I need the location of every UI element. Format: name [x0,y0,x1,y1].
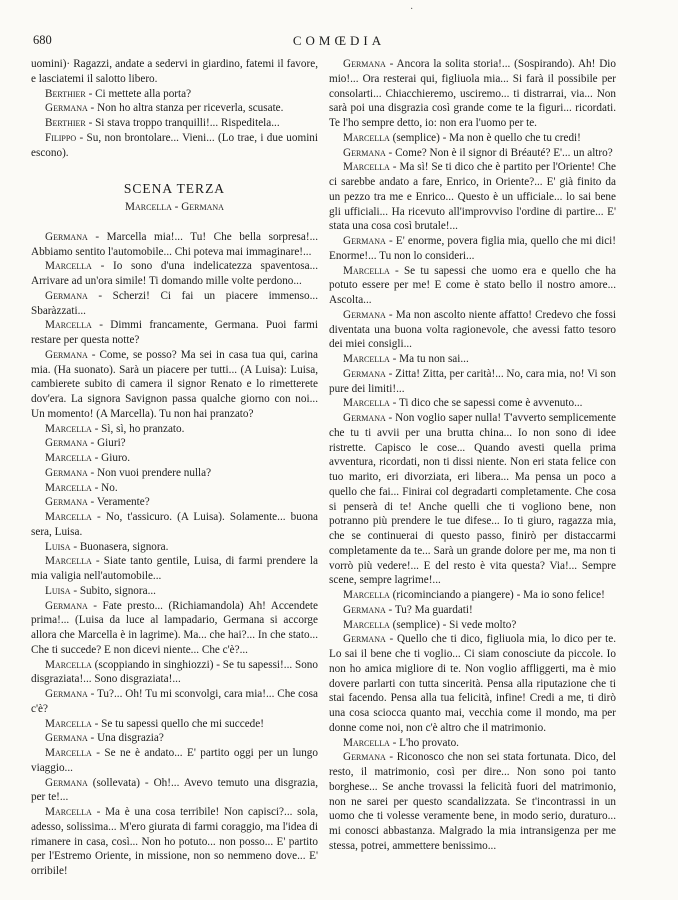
dialogue-line [31,481,318,496]
speaker-name: Germana [45,437,88,450]
dialogue-text: - Sì, sì, ho pranzato. [91,422,185,435]
dialogue-text: - Non ho altra stanza per riceverla, scusate. [87,102,284,115]
speaker-name: Marcella [343,353,390,365]
speaker-name: Marcella [45,658,92,671]
speaker-name: Berthier [45,87,86,100]
dialogue-text: - Se tu sapessi che uomo era e quello che ha potuto essere per me! E come è stato bello il nostro amore... Ascolta... [329,264,616,306]
dialogue-text: - Tu?... Oh! Tu mi sconvolgi, cara mia!... Che cosa c'è? [31,688,318,715]
left-top-paragraphs [31,57,318,160]
dialogue-line [31,57,318,87]
dialogue-line [31,436,318,451]
dialogue-line [31,131,318,161]
speaker-name: Marcella [45,481,92,494]
dialogue-line [329,411,616,588]
speaker-name: Marcella [45,452,92,464]
dialogue-line [31,776,318,806]
speaker-name: Filippo [45,131,77,144]
dialogue-line [329,234,616,264]
dialogue-text: - Non voglio saper nulla! T'avverto semplicemente che tu ti avvii per una brutta china... Io non sono di idee ristrette. Capisco le cose... Quando avesti quella prima avventura, ricordati, non ti dissi niente. Non eri stata felice con tuo marito, eri divorziata, eri libera... Ma pensa un poco a quello che fai... Finirai col degradarti completamente. Che cosa si penserà di te! Anche quelli che ti vogliono bene, non potranno più prendere le tue difese... Io ti giuro, ragazza mia, che se continuerai di questo passo, finirò per distaccarmi completamente da te... Sarà un grande dolore per me, ma non ti vorrò più vedere!... E del resto è vita questa? Via!... Sempre scene, sempre lagrime!... [329,412,616,587]
dialogue-text: uomini)· Ragazzi, andate a sedervi in giardino, fatemi il favore, e lasciatemi il salotto libero. [31,58,318,85]
scene-title: SCENA TERZA [123,181,226,197]
dialogue-line [329,750,616,853]
dialogue-text: - Se tu sapessi quello che mi succede! [91,717,264,730]
dialogue-line [31,658,318,688]
dialogue-line [329,603,616,618]
dialogue-line [31,289,318,319]
speaker-name: Germana [45,102,88,115]
dialogue-line [329,146,616,161]
dialogue-line [31,451,318,466]
speaker-name: Berthier [45,117,86,129]
speaker-name: Germana [45,466,88,479]
dialogue-line [31,584,318,599]
dialogue-text: (sollevata) - Oh!... Avevo temuto una disgrazia, per te!... [31,776,318,804]
dialogue-line [329,367,616,397]
dialogue-line [329,264,616,308]
dialogue-line [31,687,318,717]
dialogue-text: - Giuri? [87,437,126,450]
dialogue-text: - Io sono d'una indelicatezza spaventosa... Arrivare ad un'ora simile! Ti domando mille volte perdono... [31,260,318,287]
dialogue-line [31,230,318,260]
dialogue-line [329,396,616,411]
speaker-name: Luisa [45,540,71,553]
left-bottom-paragraphs [31,230,318,879]
dialogue-line [31,746,318,776]
dialogue-line [31,348,318,422]
speaker-name: Germana [343,146,386,159]
speaker-name: Germana [343,58,386,70]
speaker-name: Germana [45,688,88,700]
speaker-name: Luisa [45,584,71,597]
dialogue-line [329,588,616,603]
dialogue-line [329,308,616,352]
dialogue-text: - E' enorme, povera figlia mia, quello che mi dici! Enorme!... Tu non lo consideri... [329,235,616,262]
dialogue-text: - Scherzi! Ci fai un piacere immenso... Sbaràzzati... [31,289,318,317]
stray-mark: · [410,4,414,15]
speaker-name: Germana [45,599,88,612]
dialogue-line [31,717,318,732]
speaker-name: Germana [343,308,386,321]
speaker-name: Germana [343,367,386,380]
speaker-name: Germana [343,235,386,247]
speaker-name: Germana [45,776,88,789]
dialogue-line [329,160,616,234]
dialogue-line [31,599,318,658]
dialogue-text: - Ancora la solita storia!... (Sospirando). Ah! Dio mio!... Ora resterai qui, figliuola mia... Si farà il possibile per consolarti... Chiacchieremo, usciremo... ti distrarrai, via... Non sarà poi una disgrazia così grande come te la figuri... ricordati. Te l'ho sempre detto, io: non era l'uomo per te. [329,58,616,129]
right-column [329,57,616,854]
dialogue-text: - Non vuoi prendere nulla? [87,466,212,479]
dialogue-text: - Buonasera, signora. [70,540,169,553]
dialogue-text: - Ma tu non sai... [389,353,469,365]
speaker-name: Marcella [343,264,390,277]
speaker-name: Germana [45,496,88,509]
speaker-name: Marcella [45,555,92,568]
dialogue-text: - Ma è una cosa terribile! Non capisci?... sola, adesso, solissima... M'ero giurata di farmi coraggio, ma l'idea di rimanere in casa, così... Non ho potuto... non posso... E' partito per l'Estremo Oriente, in missione, non so nemmeno dove... E' orribile! [31,806,318,877]
dialogue-line [31,259,318,289]
dialogue-text: - Se ne è andato... E' partito oggi per un lungo viaggio... [31,747,318,774]
dialogue-text: - Giuro. [91,452,131,464]
dialogue-text: - No. [91,481,118,494]
dialogue-text: - Subito, signora... [70,584,156,597]
speaker-name: Marcella [343,736,390,749]
speaker-name: Marcella [343,397,390,410]
dialogue-line [31,731,318,746]
dialogue-line [31,101,318,116]
dialogue-text: - Come, se posso? Ma sei in casa tua qui, carina mia. (Ha suonato). Sarà un piacere per tutti... (A Luisa): Luisa, cambierete subito di camera il signor Renato e lo rimetterete dov'era. La signora Savignon passa qualche giorno con noi... Un momento! (A Marcella). Tu non hai pranzato? [31,348,318,420]
speaker-name: Germana [45,348,88,361]
dialogue-text: - Dimmi francamente, Germana. Puoi farmi restare per questa notte? [31,319,318,346]
dialogue-text: - No, t'assicuro. (A Luisa). Solamente... buona sera, Luisa. [31,511,318,538]
speaker-name: Germana [45,230,88,243]
speaker-name: Germana [343,412,386,424]
dialogue-text: - Quello che ti dico, figliuola mia, lo dico per te. Lo sai il bene che ti voglio... Ci siam conosciute da piccole. Io non ho amica migliore di te. Non voglio affliggerti, ma è mio dovere parlarti con tutta sincerità. Pensa alla riputazione che ti stai facendo. Pensa alla tua felicità, infine! Credi a me, ti dirò una cosa sciocca quanto mai, vecchia come il mondo, ma per donne come noi, non c'è altro che il matrimonio. [329,633,616,734]
dialogue-line [31,540,318,555]
dialogue-text: - Come? Non è il signor di Bréauté? E'... un altro? [385,146,613,159]
speaker-name: Marcella [343,589,390,601]
speaker-name: Marcella [45,319,92,332]
left-column [31,57,318,879]
dialogue-text: - Zitta! Zitta, per carità!... No, cara mia, no! Vi son pure dei limiti!... [329,367,616,395]
speaker-name: Marcella [45,260,92,273]
speaker-name: Marcella [343,618,390,631]
speaker-name: Marcella [343,161,390,174]
dialogue-text: - Una disgrazia? [87,732,164,745]
dialogue-line [329,632,616,735]
dialogue-line [31,116,318,131]
right-paragraphs [329,57,616,854]
dialogue-text: - Ti dico che se sapessi come è avvenuto... [389,397,583,410]
speaker-name: Marcella [45,511,92,523]
dialogue-text: - Ma non ascolto niente affatto! Credevo che fossi diventata una buona volta ragionevole, che avessi fatto tesoro dei miei consigli... [329,308,616,351]
dialogue-line [31,495,318,510]
dialogue-text: - Fate presto... (Richiamandola) Ah! Accendete prima!... (Luisa da luce al lampadario, Germana si accorge allora che Marcella è in lagrime). Ma... che hai?... In che stato... Che ti succede? E non dicevi niente... Che c'è?... [31,599,318,656]
dialogue-line [329,352,616,367]
dialogue-line [329,618,616,633]
speaker-name: Marcella [45,747,92,759]
speaker-name: Germana [45,289,88,302]
dialogue-text: - Veramente? [87,496,150,509]
dialogue-text: - Riconosco che non sei stata fortunata. Dico, del resto, il matrimonio, così per dire... Non sono poi tanto borghese... Se anche trovassi la felicità fuori del matrimonio, non ne sarei per questo scandalizzata. Se t'incontrassi in un uomo che ti volesse veramente bene, in modo serio, duraturo... mi conosci abbastanza. Malgrado la mia intransigenza per me stessa, potrei, ammettere benissimo... [329,751,616,852]
dialogue-text: - Tu? Ma guardati! [385,603,473,616]
dialogue-line [31,318,318,348]
running-title: COMŒDIA [292,33,386,48]
speaker-name: Marcella [45,717,92,730]
speaker-name: Marcella [45,806,92,818]
dialogue-text: (ricominciando a piangere) - Ma io sono felice! [389,589,605,601]
dialogue-line [31,554,318,584]
dialogue-text: - Siate tanto gentile, Luisa, di farmi prendere la mia valigia nell'automobile... [31,555,318,582]
dialogue-line [31,87,318,102]
dialogue-text: (semplice) - Si vede molto? [389,618,517,631]
dialogue-line [329,57,616,131]
dialogue-text: (scoppiando in singhiozzi) - Se tu sapessi!... Sono disgraziata!... Sono disgraziata!... [31,658,318,686]
dialogue-text: - Ci mettete alla porta? [85,87,192,100]
dialogue-text: - Si stava troppo tranquilli!... Rispeditela... [85,117,280,129]
dialogue-text: - Marcella mia!... Tu! Che bella sorpresa!... Abbiamo sentito l'automobile... Chi poteva mai immaginare!... [31,230,318,258]
dialogue-line [31,422,318,437]
dialogue-line [329,131,616,146]
speaker-name: Germana [343,633,386,646]
speaker-name: Germana [343,751,386,764]
dialogue-text: - Su, non brontolare... Vieni... (Lo trae, i due uomini escono). [31,131,318,159]
dialogue-text: - L'ho provato. [389,736,459,749]
dialogue-line [31,805,318,879]
page-number: 680 [33,33,52,47]
dialogue-line [31,510,318,540]
speaker-name: Germana [343,603,386,616]
dialogue-text: - Ma sì! Se ti dico che è partito per l'Oriente! Che ci sarebbe andato a fare, Enrico, in Oriente?... E' già finito da un pezzo tra me e Enrico... Questo è un ufficiale... lo sai bene gli ufficiali... Ha ricevuto all'improvviso l'ordine di partire... E' stata una cosa così brutale!... [329,161,616,233]
dialogue-text: (semplice) - Ma non è quello che tu credi! [389,131,581,144]
speaker-name: Marcella [45,422,92,435]
dialogue-line [31,466,318,481]
scene-characters: Marcella - Germana [125,201,224,213]
speaker-name: Germana [45,732,88,745]
dialogue-line [329,736,616,751]
speaker-name: Marcella [343,131,390,144]
